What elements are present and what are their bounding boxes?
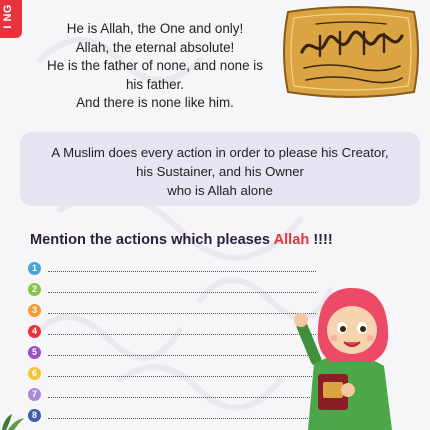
dotted-writing-line[interactable]: [48, 334, 316, 335]
line-number-badge: 1: [28, 262, 41, 275]
info-line: A Muslim does every action in order to please his Creator,: [51, 145, 389, 160]
line-number-badge: 4: [28, 325, 41, 338]
arabic-calligraphy-plaque: [280, 4, 422, 100]
dotted-writing-line[interactable]: [48, 376, 316, 377]
dotted-writing-line[interactable]: [48, 355, 316, 356]
info-text: [20, 143, 420, 200]
dotted-writing-line[interactable]: [48, 397, 316, 398]
line-number-badge: 6: [28, 367, 41, 380]
line-number-badge: 3: [28, 304, 41, 317]
verse-line: He is the father of none, and none is: [47, 58, 263, 74]
girl-illustration: [288, 282, 408, 430]
line-number-badge: 7: [28, 388, 41, 401]
dotted-writing-line[interactable]: [48, 292, 316, 293]
activity-heading: [30, 232, 333, 248]
line-number-badge: 5: [28, 346, 41, 359]
plant-decoration: [0, 412, 26, 430]
verse-line: He is Allah, the One and only!: [66, 21, 244, 36]
verse-line: Allah, the eternal absolute!: [75, 39, 235, 55]
info-line: who is Allah alone: [167, 183, 273, 198]
verse-line: his father.: [125, 76, 185, 92]
dotted-writing-line[interactable]: [48, 418, 316, 419]
verse-line: And there is none like him.: [76, 95, 234, 111]
verse-text: [30, 20, 280, 113]
line-number-badge: 8: [28, 409, 41, 422]
dotted-writing-line[interactable]: [48, 313, 316, 314]
dotted-writing-line[interactable]: [48, 271, 316, 272]
line-number-badge: 2: [28, 283, 41, 296]
heading-prefix: Mention the actions which pleases: [30, 232, 271, 248]
side-tab: [0, 0, 22, 38]
heading-allah: Allah: [273, 232, 310, 248]
info-line: his Sustainer, and his Owner: [136, 164, 304, 179]
side-tab-label: I NG: [2, 4, 14, 29]
heading-suffix: !!!!: [313, 232, 333, 248]
